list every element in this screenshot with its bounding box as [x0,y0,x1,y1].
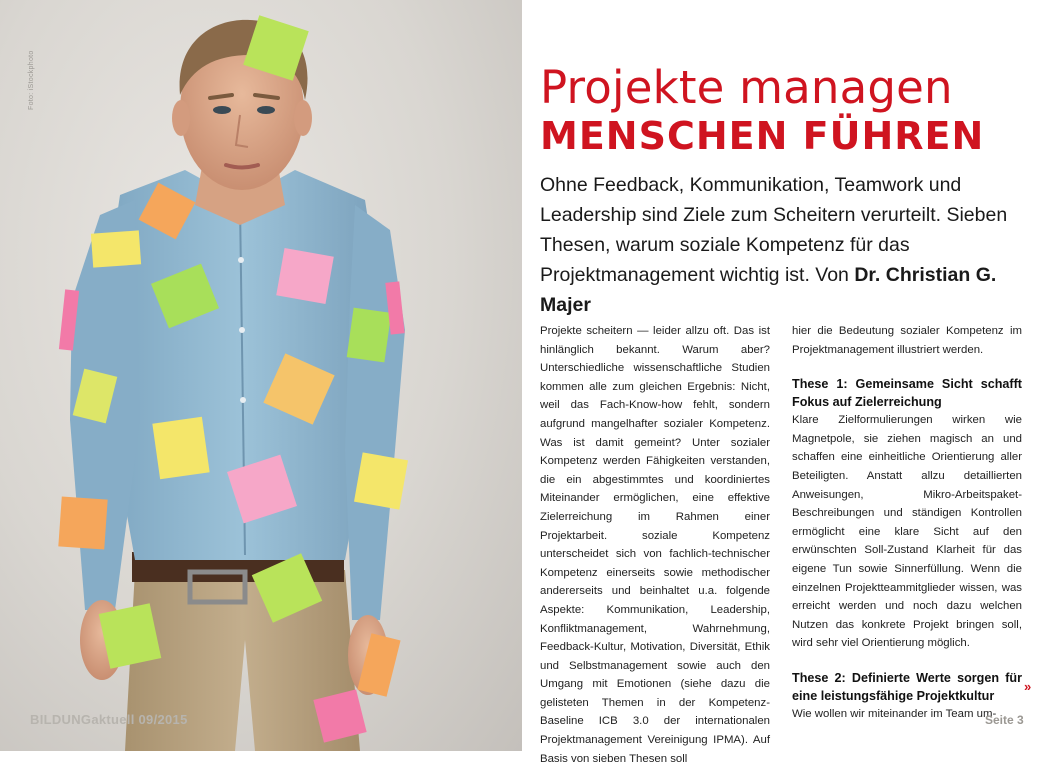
article-column-1 [540,322,770,768]
intro-paragraph-end: hier die Bedeutung sozialer Kompetenz im Projektmanagement illustriert werden. [792,325,1022,356]
man-with-sticky-notes-illustration [0,0,522,751]
lead-text: Ohne Feedback, Kommunikation, Teamwork und Leadership sind Ziele zum Scheitern verurteilt. Sieben Thesen, warum soziale Kompetenz für das Projektmanagement wichtig ist. Von [540,174,1008,286]
photo-credit: Foto: iStockphoto [28,50,35,110]
continue-arrow-icon[interactable]: » [1024,679,1032,694]
thesis-1-heading: These 1: Gemeinsame Sicht schafft Fokus auf Zielerreichung [792,377,1022,410]
headline-line-1: Projekte managen [540,61,953,114]
thesis-2-text: Wie wollen wir miteinander im Team um- [792,707,997,720]
author-name: Dr. Christian G. Majer [540,264,997,316]
lead-paragraph [540,170,1030,320]
cover-photo [0,0,522,751]
article-column-2 [792,322,1022,724]
page-number: Seite 3 [985,713,1024,727]
thesis-1-text: Klare Zielformulierungen wirken wie Magnetpole, sie ziehen magisch an und schaffen eine einheitliche Orientierung aller Beteiligten. Anstatt allzu detaillierten Anweisungen, Mikro-Arbeitspaket-Beschreibungen und ständigen Kontrollen ermöglicht eine klare Sicht auf den erwünschten Soll-Zustand Klarheit für das eigene Tun sowie Sinnerfüllung. Wenn die einzelnen Projektteammitglieder wissen, was erreicht werden und noch dazu welchen Nutzen das konkrete Projekt bringen soll, wird sehr viel Orientierung möglich. [792,414,1022,650]
magazine-footer: BILDUNGaktuell 09/2015 [30,712,188,727]
intro-paragraph: Projekte scheitern — leider allzu oft. Das ist hinlänglich bekannt. Warum aber? Unterschiedliche wissenschaftliche Studien kommen alle zum gleichen Ergebnis: Nicht, weil das Fach-Know-how fehlt, sondern aufgrund mangelhafter sozialer Kompetenz. Was ist damit gemeint? Unter sozialer Kompetenz werden Fähigkeiten verstanden, die ein abgestimmtes und koordiniertes Miteinander ermöglichen, eine effektive Zielerreichung im Rahmen einer Projektarbeit. soziale Kompetenz unterscheidet sich von fachlich-technischer Kompetenz einerseits sowie methodischer andererseits und beinhaltet u.a. folgende Aspekte: Kommunikation, Leadership, Konfliktmanagement, Wahrnehmung, Feedback-Kultur, Motivation, Diversität, Ethik und Selbstmanagement sowie auch den Umgang mit Emotionen (siehe dazu die gelisteten Themen in der Kompetenz-Baseline ICB 3.0 der internationalen Projektmanagement Vereinigung IPMA). Auf Basis von sieben Thesen soll [540,325,770,765]
headline-line-2: MENSCHEN FÜHREN [540,114,985,158]
thesis-2-heading: These 2: Definierte Werte sorgen für eine leistungsfähige Projektkultur [792,670,1022,703]
